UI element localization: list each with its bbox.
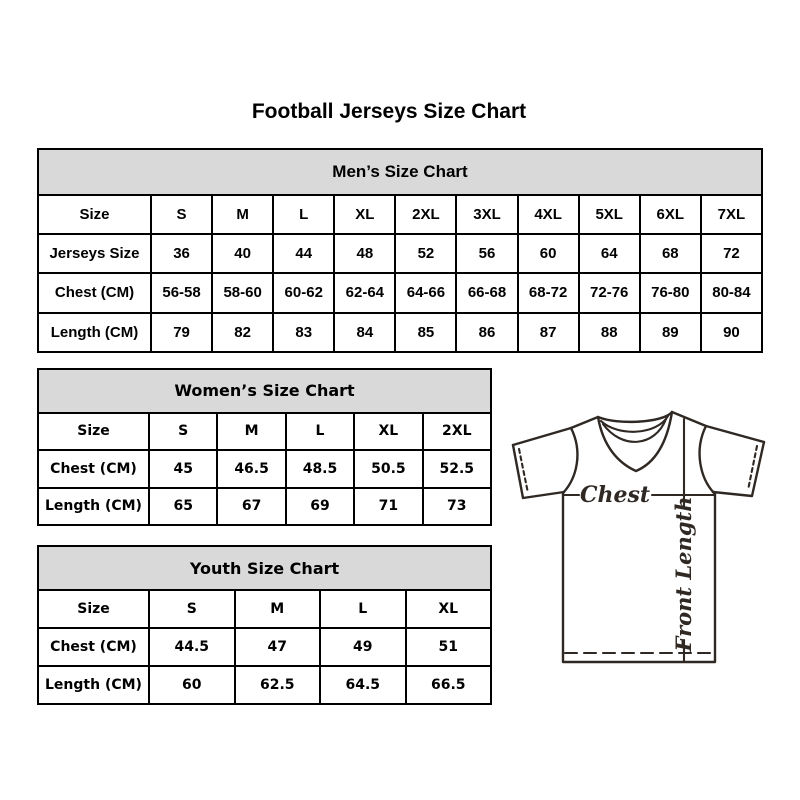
right-shoulder-line: [672, 412, 764, 442]
value-cell: 82: [212, 313, 273, 352]
womens-size-table: [37, 368, 492, 526]
row-label-cell: Size: [38, 413, 149, 450]
value-cell: 7XL: [701, 195, 762, 234]
table-row: [38, 666, 491, 704]
value-cell: L: [286, 413, 354, 450]
value-cell: 44: [273, 234, 334, 273]
row-label-cell: Jerseys Size: [38, 234, 151, 273]
value-cell: M: [235, 590, 321, 628]
value-cell: 52.5: [423, 450, 491, 487]
table-row: [38, 488, 491, 525]
value-cell: 3XL: [456, 195, 517, 234]
value-cell: 65: [149, 488, 217, 525]
left-sleeve: [513, 428, 577, 498]
value-cell: 60-62: [273, 273, 334, 312]
right-sleeve: [700, 426, 764, 496]
value-cell: 68: [640, 234, 701, 273]
value-cell: L: [273, 195, 334, 234]
row-label-cell: Length (CM): [38, 666, 149, 704]
row-label-cell: Length (CM): [38, 313, 151, 352]
value-cell: XL: [354, 413, 422, 450]
value-cell: 84: [334, 313, 395, 352]
table-row: [38, 195, 762, 234]
value-cell: 48: [334, 234, 395, 273]
chest-label: Chest: [579, 482, 651, 508]
value-cell: 88: [579, 313, 640, 352]
table-row: [38, 273, 762, 312]
left-shoulder-line: [513, 417, 598, 445]
table-title-row: [38, 149, 762, 195]
value-cell: 76-80: [640, 273, 701, 312]
table-title: Men’s Size Chart: [38, 149, 762, 195]
row-label-cell: Length (CM): [38, 488, 149, 525]
value-cell: 73: [423, 488, 491, 525]
value-cell: 48.5: [286, 450, 354, 487]
table-row: [38, 234, 762, 273]
table-row: [38, 590, 491, 628]
value-cell: 40: [212, 234, 273, 273]
value-cell: 47: [235, 628, 321, 666]
jersey-measurement-diagram: [505, 400, 770, 670]
value-cell: 90: [701, 313, 762, 352]
value-cell: 50.5: [354, 450, 422, 487]
table-title-row: [38, 546, 491, 590]
value-cell: 52: [395, 234, 456, 273]
value-cell: M: [217, 413, 285, 450]
value-cell: 64-66: [395, 273, 456, 312]
table-row: [38, 413, 491, 450]
row-label-cell: Size: [38, 590, 149, 628]
collar: [598, 412, 672, 471]
front-length-label: Front Length: [671, 496, 696, 652]
value-cell: 44.5: [149, 628, 235, 666]
value-cell: 5XL: [579, 195, 640, 234]
table-title: Women’s Size Chart: [38, 369, 491, 413]
value-cell: 51: [406, 628, 492, 666]
value-cell: 46.5: [217, 450, 285, 487]
value-cell: 6XL: [640, 195, 701, 234]
value-cell: 58-60: [212, 273, 273, 312]
value-cell: 36: [151, 234, 212, 273]
mens-size-table: [37, 148, 763, 353]
table-title: Youth Size Chart: [38, 546, 491, 590]
value-cell: 67: [217, 488, 285, 525]
value-cell: M: [212, 195, 273, 234]
value-cell: 66-68: [456, 273, 517, 312]
value-cell: 2XL: [423, 413, 491, 450]
value-cell: 80-84: [701, 273, 762, 312]
value-cell: S: [149, 413, 217, 450]
table-title-row: [38, 369, 491, 413]
value-cell: 4XL: [518, 195, 579, 234]
value-cell: 87: [518, 313, 579, 352]
value-cell: 62-64: [334, 273, 395, 312]
table-row: [38, 628, 491, 666]
value-cell: 68-72: [518, 273, 579, 312]
value-cell: 79: [151, 313, 212, 352]
value-cell: 45: [149, 450, 217, 487]
value-cell: 89: [640, 313, 701, 352]
row-label-cell: Chest (CM): [38, 628, 149, 666]
table-row: [38, 450, 491, 487]
value-cell: 60: [149, 666, 235, 704]
row-label-cell: Chest (CM): [38, 273, 151, 312]
value-cell: 64: [579, 234, 640, 273]
value-cell: 69: [286, 488, 354, 525]
value-cell: 71: [354, 488, 422, 525]
value-cell: 85: [395, 313, 456, 352]
value-cell: S: [149, 590, 235, 628]
row-label-cell: Chest (CM): [38, 450, 149, 487]
row-label-cell: Size: [38, 195, 151, 234]
value-cell: 72-76: [579, 273, 640, 312]
value-cell: 56-58: [151, 273, 212, 312]
page-title: Football Jerseys Size Chart: [251, 100, 527, 123]
value-cell: 66.5: [406, 666, 492, 704]
value-cell: 56: [456, 234, 517, 273]
value-cell: L: [320, 590, 406, 628]
youth-size-table: [37, 545, 492, 705]
value-cell: 49: [320, 628, 406, 666]
value-cell: 72: [701, 234, 762, 273]
value-cell: 60: [518, 234, 579, 273]
value-cell: 83: [273, 313, 334, 352]
value-cell: 2XL: [395, 195, 456, 234]
value-cell: 86: [456, 313, 517, 352]
value-cell: 62.5: [235, 666, 321, 704]
value-cell: XL: [406, 590, 492, 628]
value-cell: S: [151, 195, 212, 234]
value-cell: XL: [334, 195, 395, 234]
table-row: [38, 313, 762, 352]
value-cell: 64.5: [320, 666, 406, 704]
